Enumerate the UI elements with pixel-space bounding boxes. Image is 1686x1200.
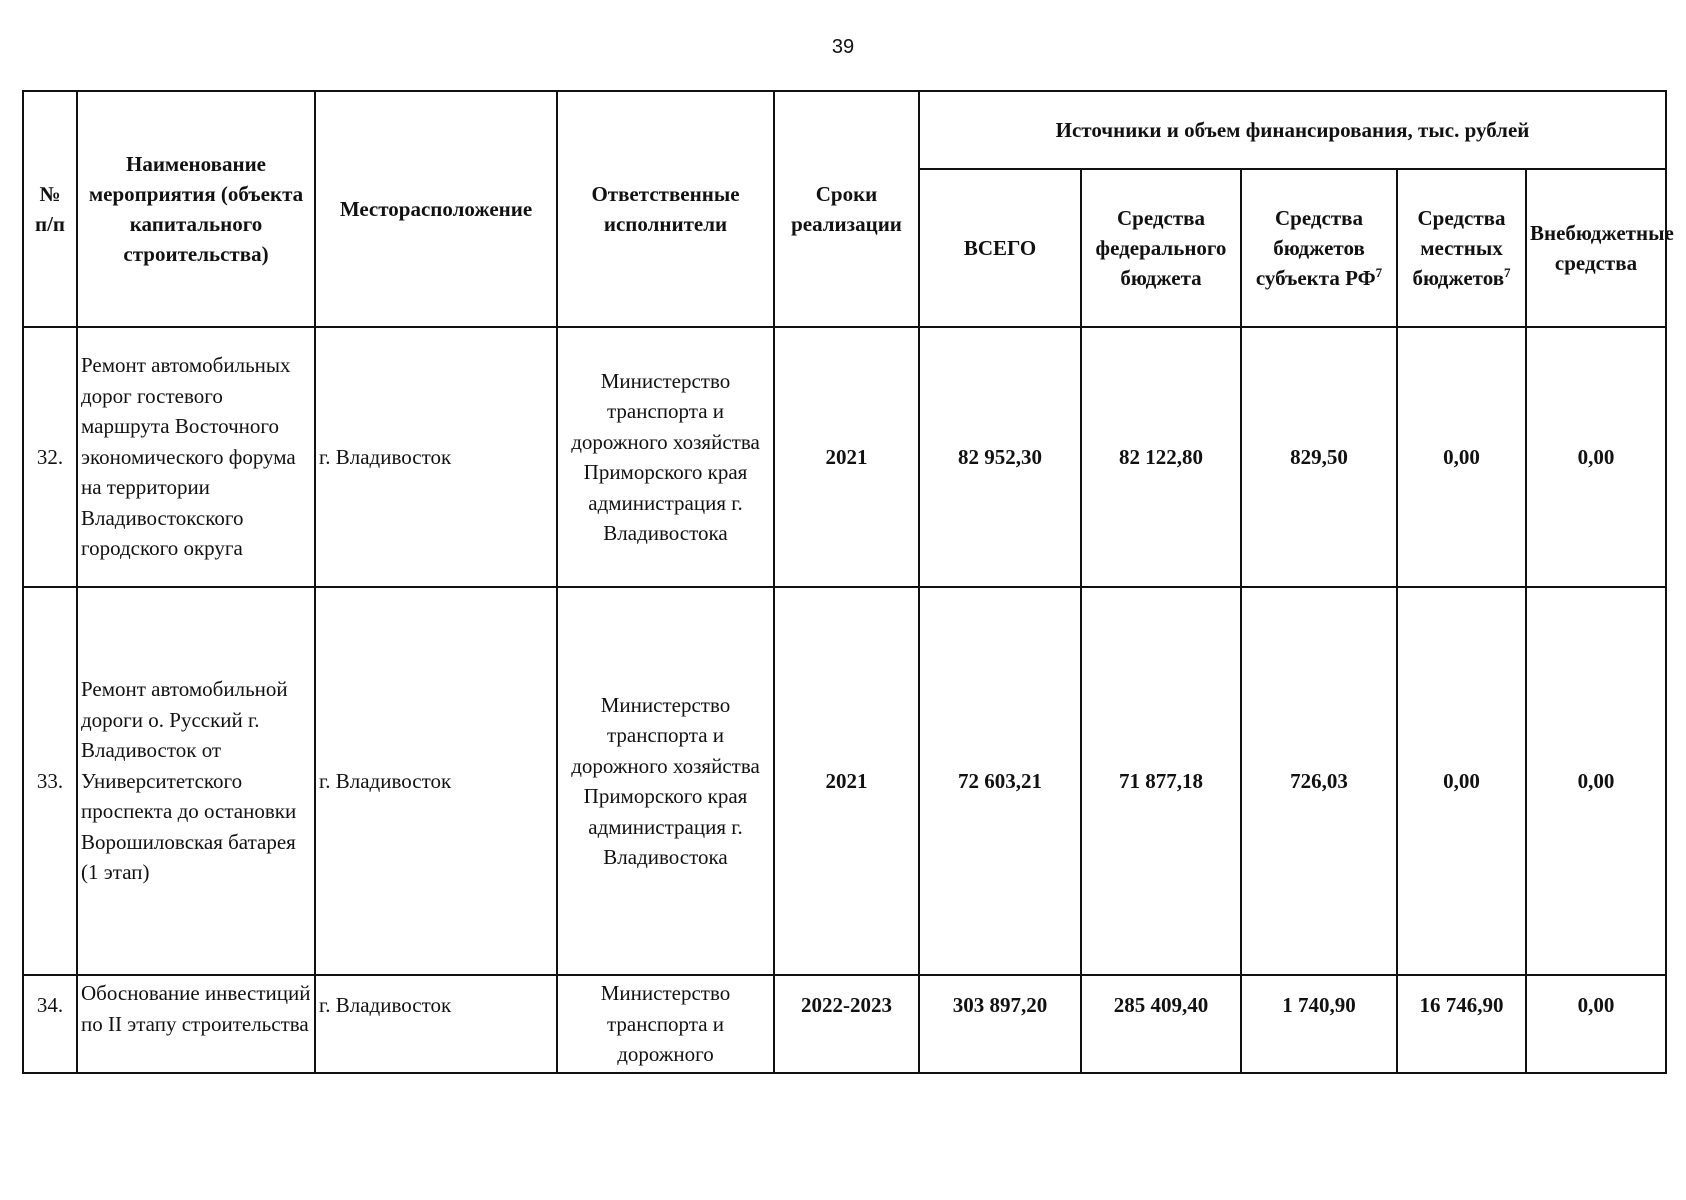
page-number: 39 xyxy=(831,36,855,58)
row-subject: 829,50 xyxy=(1241,327,1397,587)
header-no: № п/п xyxy=(23,91,77,327)
table-row xyxy=(23,327,1666,587)
row-federal: 285 409,40 xyxy=(1081,975,1241,1073)
table-row xyxy=(23,587,1666,975)
row-total: 82 952,30 xyxy=(919,327,1081,587)
row-local: 16 746,90 xyxy=(1397,975,1526,1073)
row-total: 303 897,20 xyxy=(919,975,1081,1073)
row-subject: 726,03 xyxy=(1241,587,1397,975)
row-total: 72 603,21 xyxy=(919,587,1081,975)
header-local-label: Средства местных бюджетов xyxy=(1412,206,1506,290)
row-responsible: Министерство транспорта и дорожного хозяйства Приморского края администрация г. Владивостока xyxy=(557,587,774,975)
row-location: г. Владивосток xyxy=(315,587,557,975)
row-extra: 0,00 xyxy=(1526,975,1666,1073)
row-no: 33. xyxy=(23,587,77,975)
row-period: 2021 xyxy=(774,327,919,587)
header-total: ВСЕГО xyxy=(919,169,1081,327)
header-extra: Внебюджетные средства xyxy=(1526,169,1666,327)
row-local: 0,00 xyxy=(1397,327,1526,587)
row-federal: 71 877,18 xyxy=(1081,587,1241,975)
row-extra: 0,00 xyxy=(1526,587,1666,975)
table-row xyxy=(23,975,1666,1073)
header-federal: Средства федерального бюджета xyxy=(1081,169,1241,327)
header-name: Наименование мероприятия (объекта капитального строительства) xyxy=(77,91,315,327)
row-responsible: Министерство транспорта и дорожного хозяйства Приморского края администрация г. Владивостока xyxy=(557,327,774,587)
header-subject xyxy=(1241,169,1397,327)
header-financing-group: Источники и объем финансирования, тыс. рублей xyxy=(919,91,1666,169)
header-subject-footnote: 7 xyxy=(1375,265,1383,280)
header-subject-label: Средства бюджетов субъекта РФ xyxy=(1255,206,1376,290)
row-extra: 0,00 xyxy=(1526,327,1666,587)
header-local xyxy=(1397,169,1526,327)
row-no: 32. xyxy=(23,327,77,587)
row-name: Ремонт автомобильных дорог гостевого маршрута Восточного экономического форума на территории Владивостокского городского округа xyxy=(77,327,315,587)
row-responsible: Министерство транспорта и дорожного xyxy=(557,975,774,1073)
header-local-footnote: 7 xyxy=(1504,265,1511,280)
row-name: Обоснование инвестиций по II этапу строительства xyxy=(77,975,315,1073)
row-name: Ремонт автомобильной дороги о. Русский г. Владивосток от Университетского проспекта до остановки Ворошиловская батарея (1 этап) xyxy=(77,587,315,975)
row-location: г. Владивосток xyxy=(315,327,557,587)
financing-table xyxy=(22,90,1674,1074)
row-no: 34. xyxy=(23,975,77,1073)
row-period: 2021 xyxy=(774,587,919,975)
row-federal: 82 122,80 xyxy=(1081,327,1241,587)
row-local: 0,00 xyxy=(1397,587,1526,975)
row-location: г. Владивосток xyxy=(315,975,557,1073)
header-location: Месторасположение xyxy=(315,91,557,327)
header-period: Сроки реализации xyxy=(774,91,919,327)
row-subject: 1 740,90 xyxy=(1241,975,1397,1073)
row-period: 2022-2023 xyxy=(774,975,919,1073)
header-responsible: Ответственные исполнители xyxy=(557,91,774,327)
